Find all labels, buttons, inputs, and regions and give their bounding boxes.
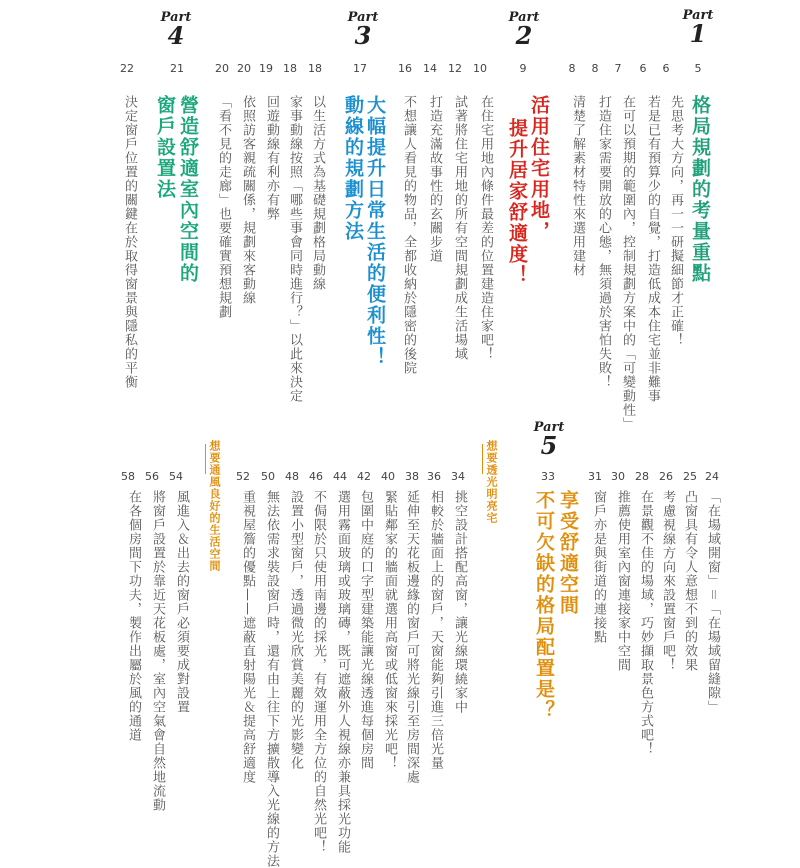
part-5-title-2: 不可欠缺的格局配置是？ — [533, 490, 555, 721]
toc-entry: 試著將住宅用地的所有空間規劃成生活場域 — [452, 95, 467, 361]
page-number: 52 — [236, 470, 250, 483]
toc-entry: 在各個房間下功夫，製作出屬於風的通道 — [126, 490, 141, 742]
toc-entry: 「看不見的走廊」也要確實預想規劃 — [216, 95, 231, 319]
part-1-title: 格局規劃的考量重點 — [689, 95, 711, 284]
page-number: 8 — [591, 62, 599, 75]
part-2-title: 活用住宅用地， — [528, 95, 550, 242]
toc-entry: 將窗戶設置於靠近天花板處，室內空氣會自然地流動 — [150, 490, 165, 812]
page-number: 10 — [473, 62, 487, 75]
toc-entry: 不侷限於只使用南邊的採光，有效運用全方位的自然光吧！ — [311, 490, 326, 854]
toc-entry: 設置小型窗戶，透過微光欣賞美麗的光影變化 — [288, 490, 303, 770]
toc-entry: 在住宅用地內條件最差的位置建造住家吧！ — [478, 95, 493, 361]
toc-entry: 打造充滿故事性的玄關步道 — [427, 95, 442, 263]
part-1-label: Part 1 — [682, 8, 714, 48]
toc-entry: 選用霧面玻璃或玻璃磚，既可遮蔽外人視線亦兼具採光功能 — [335, 490, 350, 854]
toc-entry: 以生活方式為基礎規劃格局動線 — [310, 95, 325, 291]
toc-entry: 挑空設計搭配高窗，讓光線環繞家中 — [452, 490, 467, 714]
part-2-label: Part 2 — [508, 10, 540, 50]
toc-entry: 相較於牆面上的窗戶，天窗能夠引進三倍光量 — [428, 490, 443, 770]
toc-entry: 推薦使用室內窗連接家中空間 — [615, 490, 630, 672]
page-number: 56 — [145, 470, 159, 483]
page-number: 21 — [170, 62, 184, 75]
page-number: 46 — [309, 470, 323, 483]
toc-entry: 不想讓人看見的物品，全都收納於隱密的後院 — [401, 95, 416, 375]
page-number: 34 — [451, 470, 465, 483]
page-number: 9 — [519, 62, 527, 75]
part-5-label: Part 5 — [533, 420, 565, 460]
part-4-title: 營造舒適室內空間的 — [177, 95, 199, 284]
page-number: 6 — [662, 62, 670, 75]
toc-entry: 窗戶亦是與街道的連接點 — [591, 490, 606, 644]
page-number: 22 — [120, 62, 134, 75]
toc-entry: 打造住家需要開放的心態，無須過於害怕失敗！ — [596, 95, 611, 389]
toc-entry: 清楚了解素材特性來選用建材 — [570, 95, 585, 277]
toc-entry: 回遊動線有利亦有弊 — [264, 95, 279, 221]
toc-entry: 若是已有預算少的自覺，打造低成本住宅並非難事 — [645, 95, 660, 403]
part-5-title: 享受舒適空間 — [557, 490, 579, 616]
toc-entry: 先思考大方向，再一一研擬細節才正確！ — [668, 95, 683, 347]
toc-entry: 無法依需求裝設窗戶時，還有由上往下方擴散導入光線的方法 — [264, 490, 279, 868]
page-number: 8 — [568, 62, 576, 75]
toc-entry: 在可以預期的範圍內，控制規劃方案中的「可變動性」 — [620, 95, 635, 431]
section-light-label: 想要透光明亮宅 — [482, 440, 499, 524]
part-3-label: Part 3 — [347, 10, 379, 50]
toc-entry: 包圍中庭的口字型建築能讓光線透進每個房間 — [358, 490, 373, 770]
part-3-title: 大幅提升日常生活的便利性！ — [364, 95, 386, 368]
page-number: 18 — [308, 62, 322, 75]
part-2-title-2: 提升居家舒適度！ — [506, 118, 528, 286]
page-number: 6 — [639, 62, 647, 75]
page-number: 26 — [659, 470, 673, 483]
toc-entry: 依照訪客親疏關係，規劃來客動線 — [240, 95, 255, 305]
part-4-label: Part 4 — [160, 10, 192, 50]
toc-entry: 在景觀不佳的場域，巧妙擷取景色方式吧！ — [638, 490, 653, 756]
toc-entry: 延伸至天花板邊緣的窗戶可將光線引至房間深處 — [404, 490, 419, 784]
page-number: 19 — [259, 62, 273, 75]
part-3-title-2: 動線的規劃方法 — [342, 95, 364, 242]
page-number: 48 — [285, 470, 299, 483]
toc-entry: 凸窗具有令人意想不到的效果 — [682, 490, 697, 672]
page-number: 33 — [541, 470, 555, 483]
toc-entry: 決定窗戶位置的關鍵在於取得窗景與隱私的平衡 — [122, 95, 137, 389]
page-number: 54 — [169, 470, 183, 483]
toc-entry: 「在場域開窗」＝「在場域留縫隙」 — [705, 490, 720, 715]
section-wind-label: 想要通風良好的生活空間 — [205, 440, 222, 572]
page-number: 25 — [683, 470, 697, 483]
page-number: 30 — [611, 470, 625, 483]
toc-entry: 緊貼鄰家的牆面就選用高窗或低窗來採光吧！ — [382, 490, 397, 770]
page-number: 50 — [261, 470, 275, 483]
page-number: 5 — [694, 62, 702, 75]
page-number: 38 — [405, 470, 419, 483]
page-number: 24 — [705, 470, 719, 483]
toc-entry: 風進入＆出去的窗戶必須要成對設置 — [174, 490, 189, 714]
page-number: 44 — [333, 470, 347, 483]
page-number: 7 — [614, 62, 622, 75]
page-number: 20 — [237, 62, 251, 75]
toc-entry: 考慮視線方向來設置窗戶吧！ — [660, 490, 675, 672]
page-number: 16 — [398, 62, 412, 75]
page-number: 12 — [448, 62, 462, 75]
page-number: 18 — [283, 62, 297, 75]
page-number: 28 — [635, 470, 649, 483]
part-4-title-2: 窗戶設置法 — [154, 95, 176, 200]
page-number: 40 — [381, 470, 395, 483]
page-number: 36 — [427, 470, 441, 483]
page-number: 42 — [357, 470, 371, 483]
page-number: 17 — [353, 62, 367, 75]
toc-entry: 重視屋簷的優點——遮蔽直射陽光＆提高舒適度 — [240, 490, 255, 784]
toc-entry: 家事動線按照「哪些事會同時進行？」以此來決定 — [287, 95, 302, 403]
page-number: 20 — [215, 62, 229, 75]
page-number: 14 — [423, 62, 437, 75]
page-number: 31 — [588, 470, 602, 483]
page-number: 58 — [121, 470, 135, 483]
